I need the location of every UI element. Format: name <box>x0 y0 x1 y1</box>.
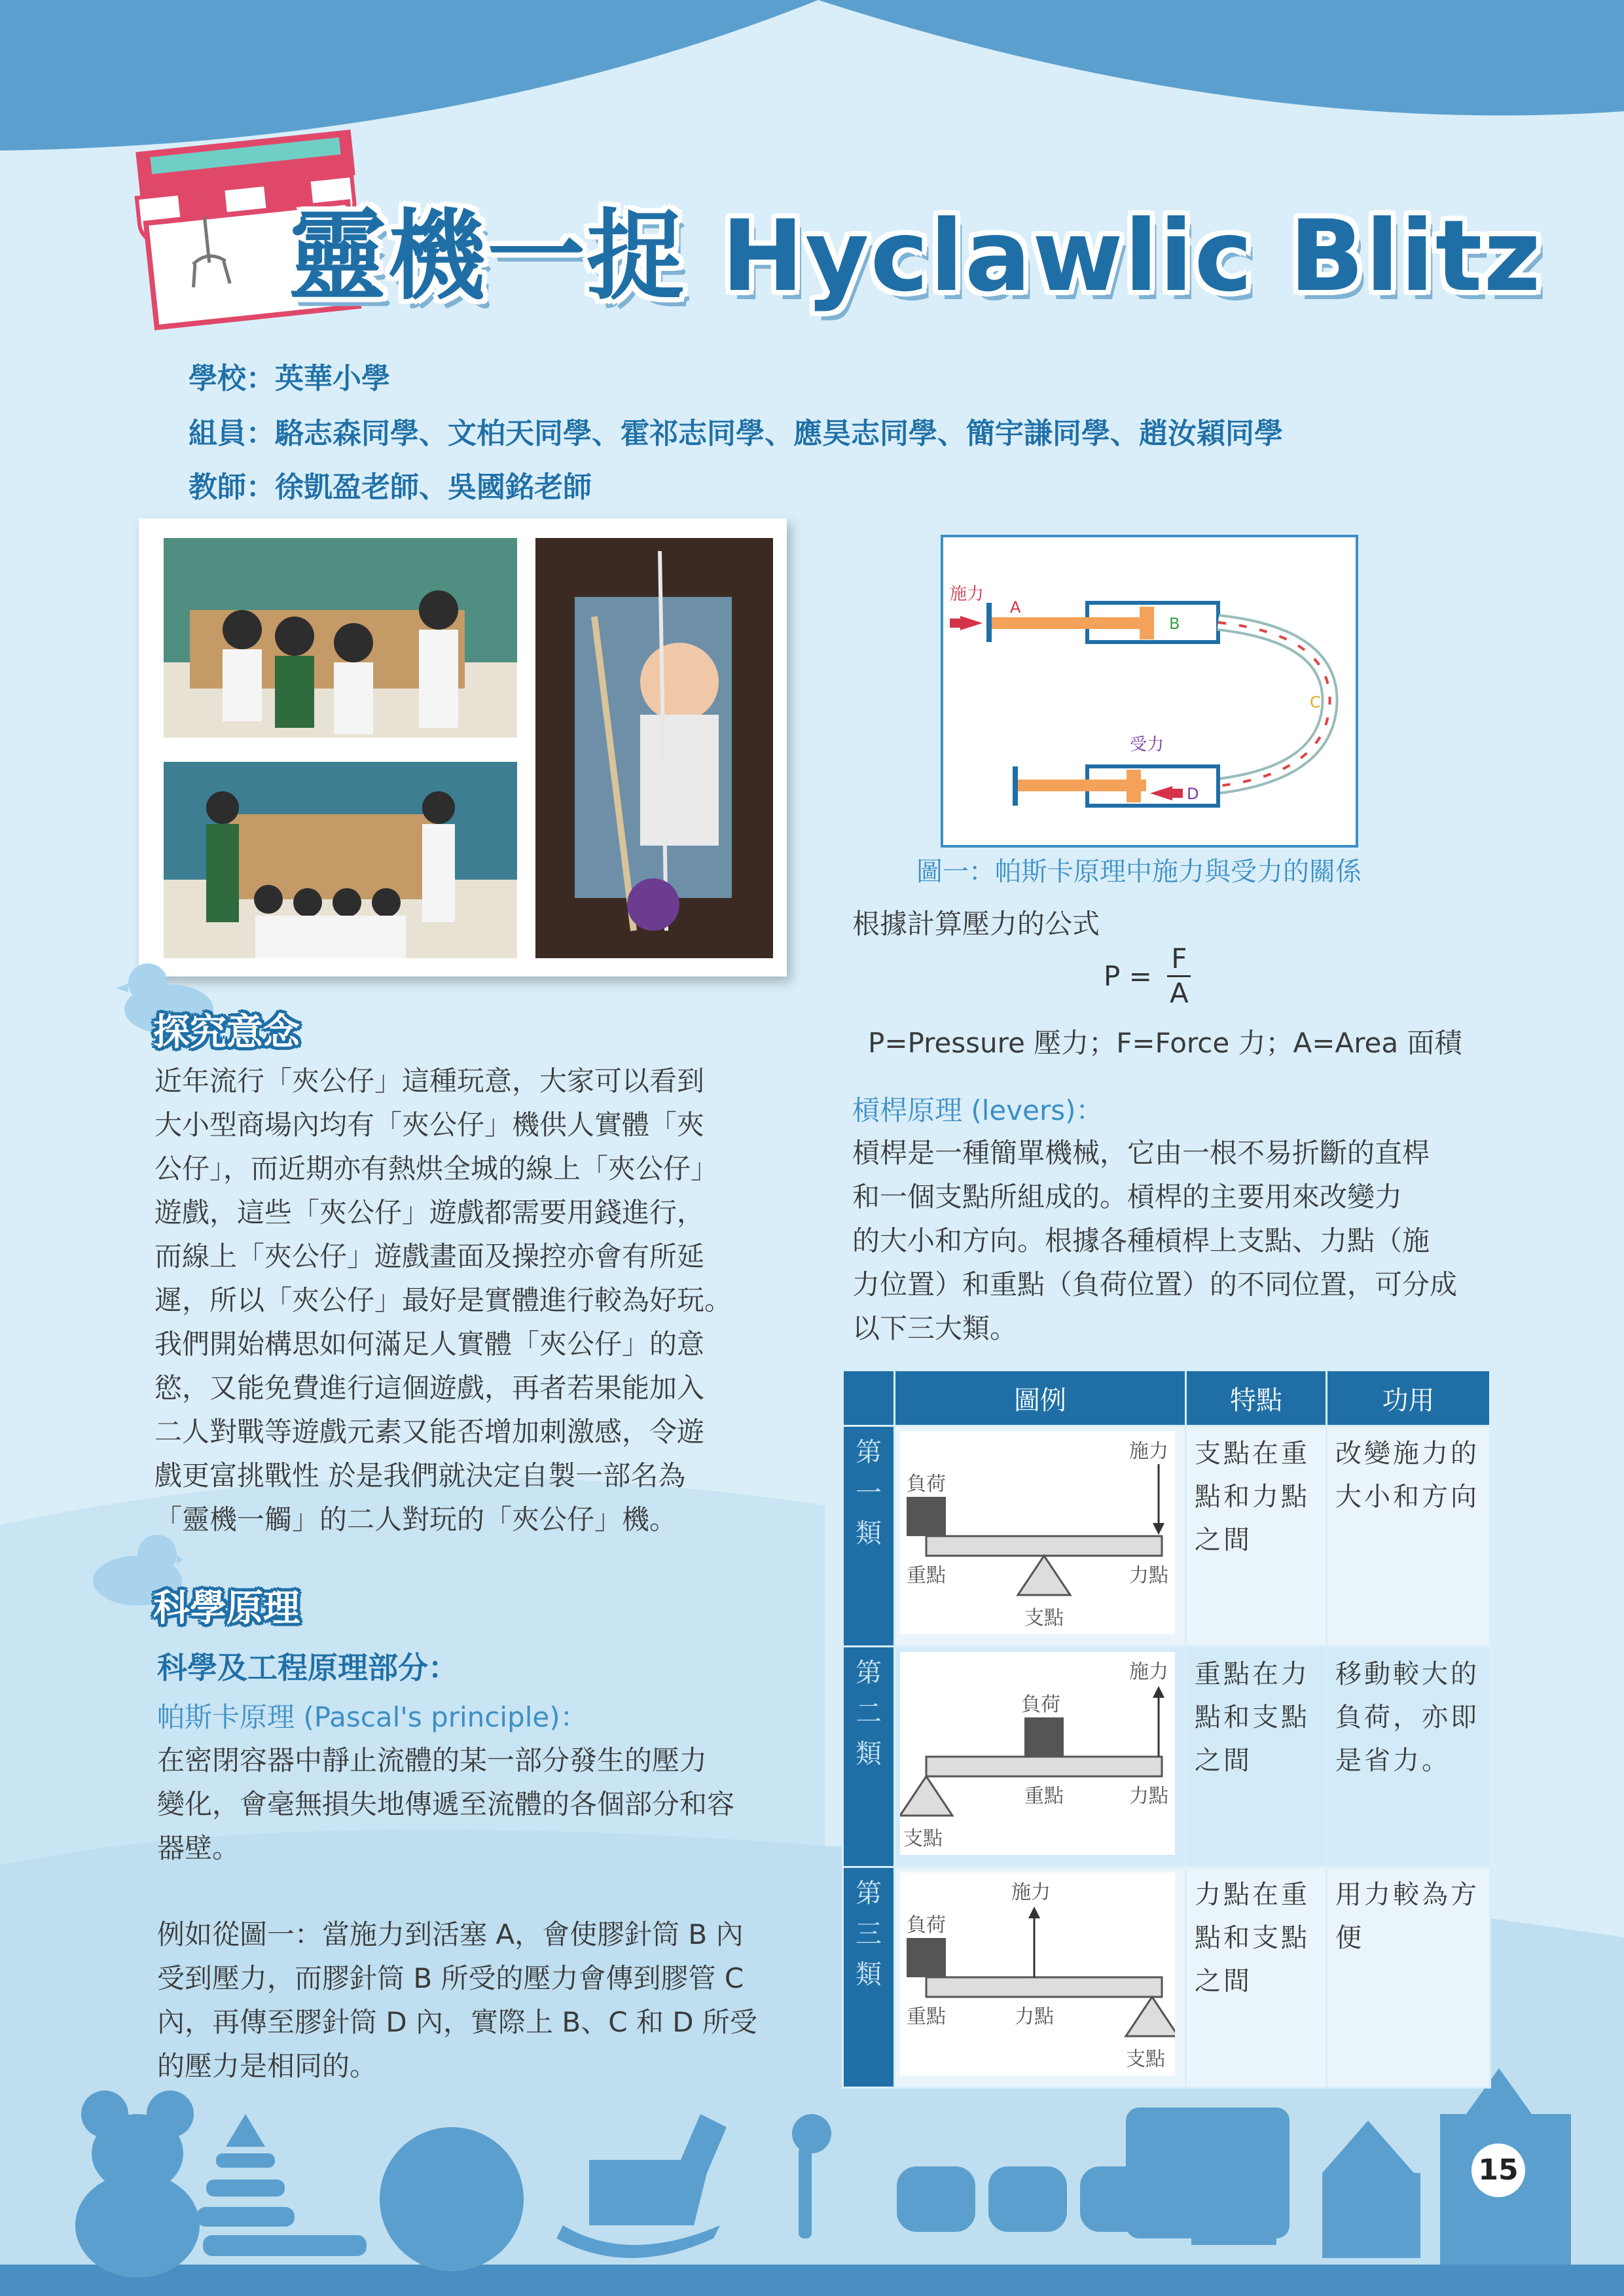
svg-text:負荷: 負荷 <box>907 1914 946 1937</box>
pascal-paragraph <box>157 1738 785 1870</box>
machine-photo <box>535 538 773 958</box>
table-header-row <box>843 1371 1490 1426</box>
idea-line: 大小型商場內均有「夾公仔」機供人實體「夾 <box>154 1109 705 1141</box>
lever-feature: 力點在重點和支點之間 <box>1186 1867 1327 2088</box>
svg-text:支點: 支點 <box>1024 1607 1064 1630</box>
page-number: 15 <box>1471 2144 1525 2197</box>
idea-paragraph <box>154 1059 783 1541</box>
example-paragraph <box>157 1912 785 2088</box>
lever-feature: 支點在重點和力點之間 <box>1186 1426 1327 1647</box>
svg-text:力點: 力點 <box>1129 1785 1168 1808</box>
members-line: 組員：駱志森同學、文柏天同學、霍祁志同學、應昊志同學、簡宇謙同學、趙汝穎同學 <box>189 417 1283 450</box>
label-a: A <box>1010 598 1021 617</box>
svg-text:負荷: 負荷 <box>1021 1693 1060 1716</box>
teachers-line: 教師：徐凱盈老師、吳國銘老師 <box>189 471 592 504</box>
example-line: 的壓力是相同的。 <box>157 2050 378 2082</box>
figure-caption: 圖一：帕斯卡原理中施力與受力的關係 <box>916 857 1362 887</box>
idea-line: 遊戲，這些「夾公仔」遊戲都需要用錢進行， <box>154 1196 705 1229</box>
section-heading-science: 科學原理 <box>153 1587 300 1630</box>
school-line: 學校：英華小學 <box>189 362 390 395</box>
table-header <box>843 1371 895 1426</box>
formula-numerator: F <box>1167 942 1191 977</box>
example-line: 受到壓力，而膠針筒 B 所受的壓力會傳到膠管 C <box>157 1962 744 1994</box>
lever-class2-diagram <box>900 1652 1175 1855</box>
levers-paragraph <box>852 1131 1494 1350</box>
formula-intro: 根據計算壓力的公式 <box>852 908 1100 940</box>
levers-line: 槓桿是一種簡單機械，它由一根不易折斷的直桿 <box>852 1137 1430 1169</box>
table-row <box>843 1426 1490 1647</box>
idea-line: 戲更富挑戰性 於是我們就決定自製一部名為 <box>154 1460 686 1492</box>
levers-line: 和一個支點所組成的。槓桿的主要用來改變力 <box>852 1181 1403 1213</box>
pascal-line: 變化，會毫無損失地傳遞至流體的各個部分和容 <box>157 1788 735 1820</box>
label-b: B <box>1169 615 1180 633</box>
svg-text:施力: 施力 <box>1011 1881 1051 1904</box>
label-c: C <box>1310 693 1321 711</box>
lever-class: 第二類 <box>843 1647 895 1867</box>
svg-text:重點: 重點 <box>907 2005 946 2028</box>
svg-text:支點: 支點 <box>903 1827 943 1850</box>
photo-collage <box>139 518 787 977</box>
example-line: 例如從圖一：當施力到活塞 A，會使膠針筒 B 內 <box>157 1918 744 1950</box>
lever-class: 第一類 <box>843 1426 895 1647</box>
lever-diagram-cell <box>895 1647 1186 1867</box>
force-out-label: 受力 <box>1130 735 1164 755</box>
lever-use: 改變施力的大小和方向 <box>1327 1426 1490 1647</box>
team-photo-1 <box>164 538 517 738</box>
pascal-line: 在密閉容器中靜止流體的某一部分發生的壓力 <box>157 1744 708 1776</box>
table-header: 特點 <box>1186 1371 1327 1426</box>
svg-text:力點: 力點 <box>1015 2005 1054 2028</box>
idea-line: 「靈機一觸」的二人對玩的「夾公仔」機。 <box>154 1503 677 1535</box>
formula-legend: P=Pressure 壓力；F=Force 力；A=Area 面積 <box>868 1027 1462 1059</box>
formula-fraction <box>1167 942 1191 1010</box>
lever-use: 用力較為方便 <box>1327 1867 1490 2088</box>
svg-text:重點: 重點 <box>1024 1785 1064 1808</box>
idea-line: 我們開始構思如何滿足人實體「夾公仔」的意 <box>154 1328 705 1360</box>
team-photo-2 <box>164 762 517 958</box>
idea-line: 而線上「夾公仔」遊戲畫面及操控亦會有所延 <box>154 1240 705 1272</box>
formula-lhs: P = <box>1104 960 1152 992</box>
lever-feature: 重點在力點和支點之間 <box>1186 1647 1327 1867</box>
levers-line: 的大小和方向。根據各種槓桿上支點、力點（施 <box>852 1225 1430 1257</box>
table-row <box>843 1867 1490 2088</box>
section-heading-idea: 探究意念 <box>153 1011 300 1054</box>
svg-text:施力: 施力 <box>1129 1660 1168 1683</box>
example-line: 內，再傳至膠針筒 D 內，實際上 B、C 和 D 所受 <box>157 2006 757 2038</box>
table-header: 功用 <box>1327 1371 1490 1426</box>
svg-text:重點: 重點 <box>907 1564 946 1587</box>
lever-diagram-cell <box>895 1426 1186 1647</box>
idea-line: 近年流行「夾公仔」這種玩意，大家可以看到 <box>154 1065 705 1097</box>
lever-class: 第三類 <box>843 1867 895 2088</box>
lever-class3-diagram <box>900 1873 1175 2075</box>
lever-class1-diagram <box>900 1431 1175 1634</box>
force-in-label: 施力 <box>950 584 984 604</box>
table-row <box>843 1647 1490 1867</box>
pascal-figure <box>941 535 1358 848</box>
formula-denominator: A <box>1169 977 1189 1009</box>
svg-text:負荷: 負荷 <box>907 1473 946 1496</box>
levers-title: 槓桿原理 (levers)： <box>852 1094 1104 1126</box>
lever-use: 移動較大的負荷，亦即是省力。 <box>1327 1647 1490 1867</box>
table-header: 圖例 <box>895 1371 1186 1426</box>
levers-line: 力位置）和重點（負荷位置）的不同位置，可分成 <box>852 1268 1458 1300</box>
svg-text:支點: 支點 <box>1126 2048 1165 2071</box>
idea-line: 公仔」，而近期亦有熱烘全城的線上「夾公仔」 <box>154 1153 719 1185</box>
idea-line: 慾，又能免費進行這個遊戲，再者若果能加入 <box>154 1372 705 1404</box>
svg-text:力點: 力點 <box>1129 1564 1168 1587</box>
science-subheading: 科學及工程原理部分： <box>157 1650 458 1685</box>
page-title: 靈機一捉 Hyclawlic Blitz <box>288 200 1542 314</box>
idea-line: 二人對戰等遊戲元素又能否增加刺激感，令遊 <box>154 1416 705 1448</box>
pascal-title: 帕斯卡原理 (Pascal's principle)： <box>157 1701 588 1733</box>
lever-diagram-cell <box>895 1867 1186 2088</box>
levers-line: 以下三大類。 <box>852 1312 1018 1344</box>
levers-table <box>842 1369 1491 2089</box>
pascal-line: 器壁。 <box>157 1832 240 1864</box>
pressure-formula <box>1104 942 1191 1010</box>
svg-text:施力: 施力 <box>1129 1440 1168 1463</box>
idea-line: 遲，所以「夾公仔」最好是實體進行較為好玩。 <box>154 1284 732 1316</box>
label-d: D <box>1187 785 1199 803</box>
